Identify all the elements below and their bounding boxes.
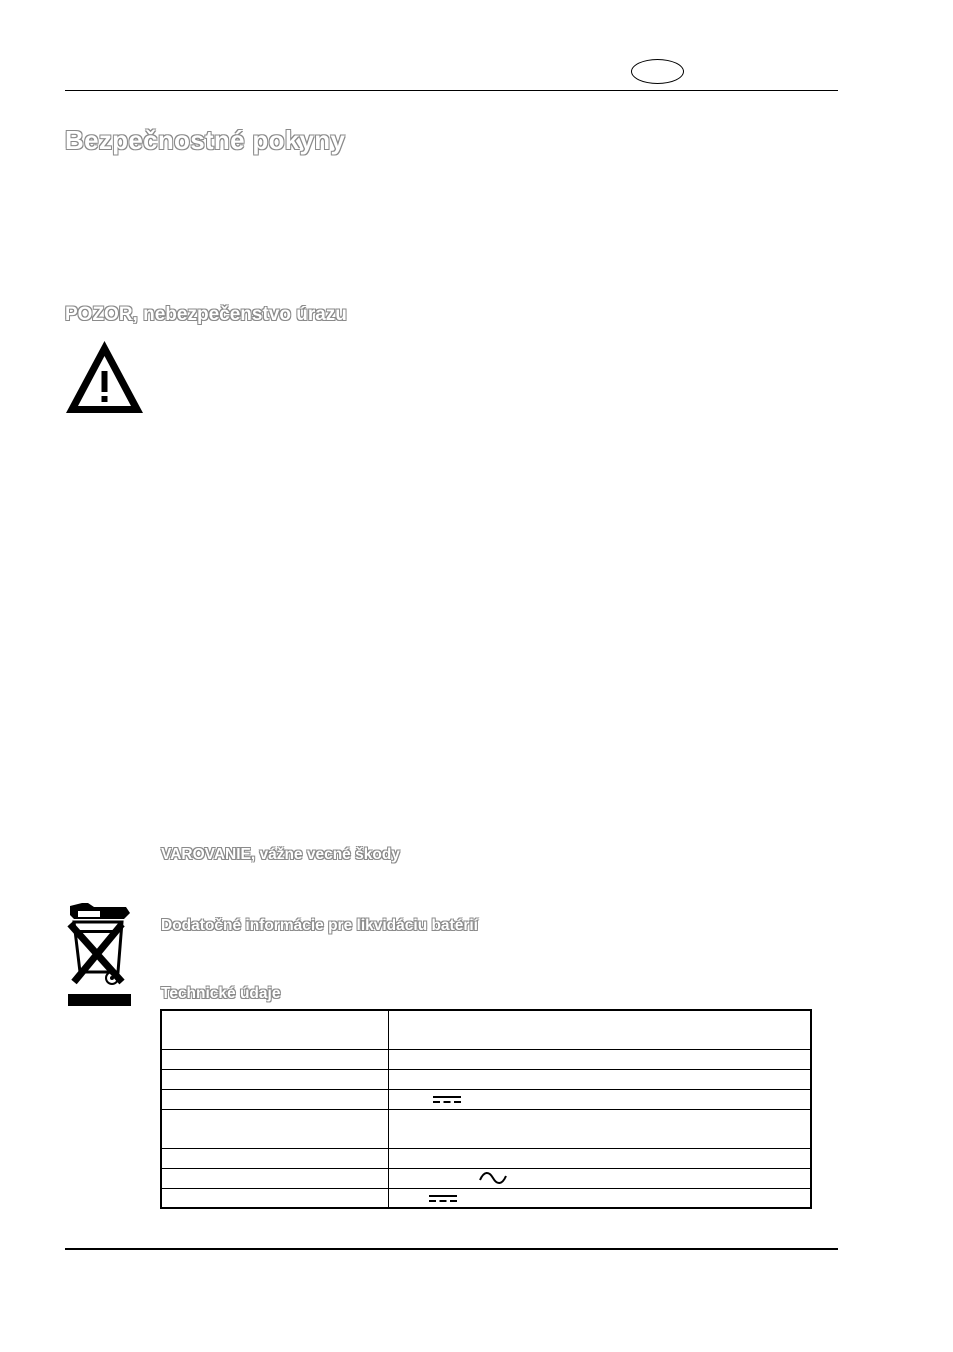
- table-row: [161, 1049, 811, 1069]
- table-row: [161, 1148, 811, 1168]
- table-cell-value: [389, 1089, 812, 1109]
- table-row: [161, 1010, 811, 1049]
- table-row: [161, 1089, 811, 1109]
- table-cell-label: [161, 1049, 389, 1069]
- table-cell-value: [389, 1148, 812, 1168]
- battery-disposal-heading: Dodatočné informácie pre likvidáciu batérií: [161, 917, 478, 934]
- injury-warning-heading: POZOR, nebezpečenstvo úrazu: [65, 304, 347, 325]
- country-code-badge: [631, 59, 684, 84]
- table-cell-label: [161, 1188, 389, 1208]
- table-cell-label: [161, 1168, 389, 1188]
- footer-rule: [65, 1248, 838, 1250]
- table-row: [161, 1109, 811, 1148]
- table-cell-label: [161, 1010, 389, 1049]
- warning-triangle-icon: [64, 339, 145, 415]
- direct-current-icon: [429, 1194, 457, 1204]
- table-cell-label: [161, 1089, 389, 1109]
- table-cell-value: [389, 1069, 812, 1089]
- technical-data-table: [160, 1009, 812, 1209]
- table-cell-value: [389, 1109, 812, 1148]
- table-cell-label: [161, 1069, 389, 1089]
- header-rule: [65, 90, 838, 91]
- table-row: [161, 1168, 811, 1188]
- table-cell-value: [389, 1188, 812, 1208]
- technical-data-heading: Technické údaje: [161, 985, 281, 1002]
- table-row: [161, 1069, 811, 1089]
- direct-current-icon: [433, 1095, 461, 1105]
- crossed-out-wheelie-bin-icon: [66, 902, 132, 1008]
- table-cell-value: [389, 1049, 812, 1069]
- table-cell-value: [389, 1168, 812, 1188]
- table-cell-value: [389, 1010, 812, 1049]
- table-cell-label: [161, 1148, 389, 1168]
- alternating-current-icon: [479, 1171, 507, 1185]
- property-damage-heading: VAROVANIE, vážne vecné škody: [161, 846, 400, 863]
- page-title: Bezpečnostné pokyny: [65, 125, 346, 155]
- table-row: [161, 1188, 811, 1208]
- table-cell-label: [161, 1109, 389, 1148]
